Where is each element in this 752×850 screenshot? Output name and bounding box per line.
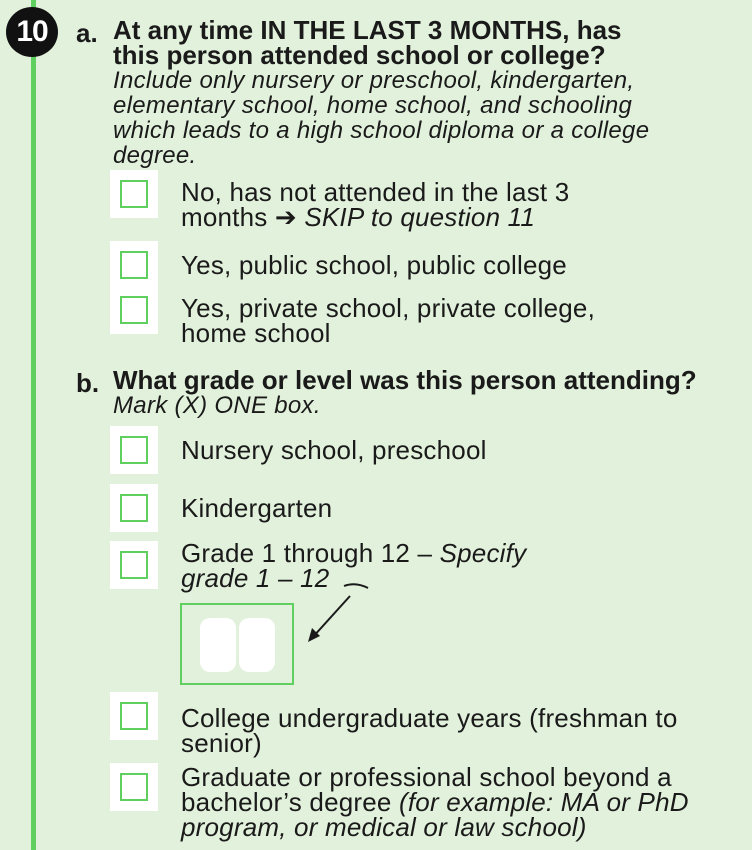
checkbox-nursery[interactable] [110, 426, 158, 474]
question-number-badge: 10 [6, 7, 58, 57]
part-a-label: a. [76, 18, 98, 48]
option-label-line2: senior) [181, 728, 262, 758]
option-label-prefix: months [181, 202, 275, 232]
option-label-plain: bachelor’s degree [181, 787, 400, 817]
grade-range-label: grade 1 – 12 [181, 563, 330, 593]
option-label: No, has not attended in the last 3 [181, 177, 570, 207]
checkbox-private-school[interactable] [110, 286, 158, 334]
pointer-arrow-icon [300, 578, 375, 648]
part-a-instruction-line4: degree. [113, 142, 197, 169]
part-a-prompt-line2: this person attended school or college? [113, 40, 606, 70]
grade-digit-2-input[interactable] [239, 618, 275, 672]
option-nursery-label: Nursery school, preschool [181, 435, 487, 465]
option-kindergarten-label: Kindergarten [181, 493, 333, 523]
example-text: (for example: MA or PhD [399, 787, 689, 817]
option-label-plain: Grade 1 through 12 – [181, 538, 440, 568]
part-b-prompt: What grade or level was this person attending? [113, 365, 697, 395]
part-b-instruction: Mark (X) ONE box. [113, 392, 321, 419]
option-graduate-school-text [181, 762, 741, 842]
option-label: Graduate or professional school beyond a [181, 762, 672, 792]
specify-label: Specify [439, 538, 527, 568]
option-public-school-label: Yes, public school, public college [181, 250, 567, 280]
checkbox-public-school[interactable] [110, 241, 158, 289]
option-grade-1-12-text [181, 538, 741, 593]
checkbox-graduate-school[interactable] [110, 763, 158, 811]
option-not-attended-text [181, 177, 741, 232]
part-b-label: b. [76, 368, 100, 398]
part-a-header [113, 15, 748, 169]
grade-digit-1-input[interactable] [200, 618, 236, 672]
part-a-instruction-line1: Include only nursery or preschool, kindergarten, [113, 67, 635, 94]
arrow-right-icon: ➔ [274, 202, 297, 232]
option-college-undergrad-text [181, 703, 741, 758]
example-text-line3: program, or medical or law school) [181, 812, 587, 842]
part-a-instruction-line2: elementary school, home school, and schooling [113, 92, 633, 119]
option-label: College undergraduate years (freshman to [181, 703, 678, 733]
part-a-prompt-line1: At any time IN THE LAST 3 MONTHS, has [113, 15, 622, 45]
option-private-school-text [181, 293, 741, 348]
checkbox-kindergarten[interactable] [110, 484, 158, 532]
part-b-header [113, 365, 748, 419]
option-label: Yes, private school, private college, [181, 293, 596, 323]
option-label-line2 [181, 202, 741, 232]
grade-entry-box [180, 603, 294, 685]
option-label-line2: home school [181, 318, 331, 348]
left-margin-rule [31, 0, 36, 850]
checkbox-not-attended[interactable] [110, 170, 158, 218]
skip-instruction: SKIP to question 11 [296, 202, 536, 232]
checkbox-grade-1-12[interactable] [110, 541, 158, 589]
part-a-instruction-line3: which leads to a high school diploma or a college [113, 117, 650, 144]
checkbox-college-undergrad[interactable] [110, 692, 158, 740]
